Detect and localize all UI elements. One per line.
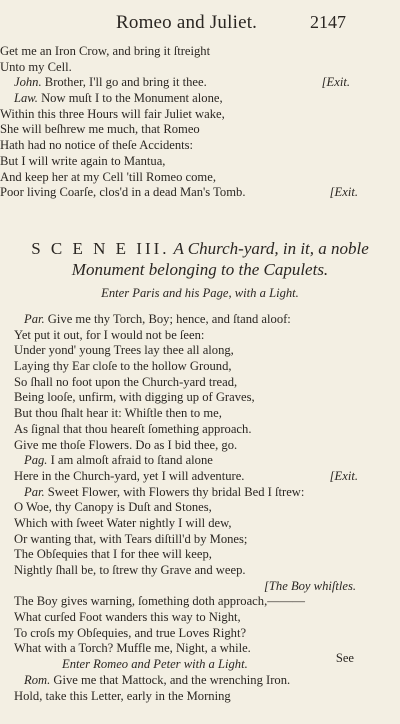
- catchword: See: [335, 651, 354, 665]
- text-line: [0, 44, 400, 60]
- text-line: [0, 500, 400, 516]
- text-line: [0, 359, 400, 375]
- scene-setting-line1: A Church-yard, in it, a noble: [169, 239, 369, 258]
- stage-direction-exit: [Exit.: [329, 468, 358, 483]
- line-text: Under yond' young Trees lay thee all along,: [14, 343, 234, 358]
- line-text: As ſignal that thou heareſt ſomething approach.: [14, 421, 252, 436]
- line-text: Get me an Iron Crow, and bring it ſtreight: [0, 44, 211, 58]
- speech-line: [0, 91, 400, 107]
- line-text: But I will write again to Mantua,: [0, 153, 166, 168]
- line-text: Yet put it out, for I would not be ſeen:: [14, 327, 205, 342]
- line-text: So ſhall no foot upon the Church-yard tread,: [14, 374, 238, 389]
- line-text: And keep her at my Cell 'till Romeo come,: [0, 169, 216, 184]
- speaker-name: Pag.: [24, 453, 48, 468]
- line-text: Enter Romeo and Peter with a Light.: [62, 657, 248, 672]
- text-line: [0, 563, 400, 579]
- text-line: [0, 60, 400, 76]
- line-text: Give me that Mattock, and the wrenching Iron.: [50, 672, 291, 687]
- running-title: Romeo and Juliet.: [116, 12, 258, 33]
- scene-setting-line2: Monument belonging to the Capulets.: [71, 260, 329, 279]
- text-line: [0, 154, 400, 170]
- text-line: [0, 375, 400, 391]
- text-line: [0, 689, 400, 705]
- line-text: Give me thy Torch, Boy; hence, and ſtand aloof:: [44, 312, 291, 326]
- line-text: Hold, take this Letter, early in the Morning: [14, 688, 231, 703]
- text-line: [0, 422, 400, 438]
- line-text: She will beſhrew me much, that Romeo: [0, 122, 200, 137]
- stage-direction-exit: [Exit.: [321, 75, 350, 90]
- line-text: But thou ſhalt hear it: Whiſtle then to me,: [14, 406, 222, 421]
- line-text: Hath had no notice of theſe Accidents:: [0, 138, 194, 153]
- line-text: The Obſequies that I for thee will keep,: [14, 547, 212, 562]
- speaker-name: Rom.: [24, 672, 51, 687]
- stage-direction-enter: Enter Paris and his Page, with a Light.: [101, 286, 299, 300]
- text-line: [0, 516, 400, 532]
- line-text: Being looſe, unfirm, with digging up of Graves,: [14, 390, 255, 405]
- line-text: I am almoſt afraid to ſtand alone: [47, 453, 213, 468]
- line-text: O Woe, thy Canopy is Duſt and Stones,: [14, 500, 212, 515]
- line-text: Nightly ſhall be, to ſtrew thy Grave and weep.: [14, 563, 246, 577]
- line-text: Here in the Church-yard, yet I will adventure.: [14, 468, 245, 483]
- speech-line: [0, 75, 400, 91]
- speech-line: [0, 673, 400, 689]
- speaker-name: John.: [14, 75, 42, 90]
- text-line: [0, 390, 400, 406]
- text-block-top: [0, 44, 400, 201]
- text-line: [0, 170, 400, 186]
- line-text: Brother, I'll go and bring it thee.: [41, 75, 207, 90]
- text-line: [0, 107, 400, 123]
- line-text: What curſed Foot wanders this way to Night,: [14, 610, 241, 625]
- line-text: Laying thy Ear cloſe to the hollow Ground,: [14, 359, 232, 374]
- line-text: The Boy gives warning, ſomething doth approach,———: [14, 594, 306, 609]
- text-line: [0, 138, 400, 154]
- text-line: [0, 547, 400, 563]
- text-line: [0, 185, 400, 201]
- text-line: [0, 406, 400, 422]
- text-line: [0, 610, 400, 626]
- line-text: Poor living Coarſe, clos'd in a dead Man's Tomb.: [0, 185, 246, 200]
- speech-line: [0, 485, 400, 501]
- speaker-name: Law.: [14, 91, 38, 106]
- stage-direction-whistle: [The Boy whiſtles.: [264, 578, 356, 593]
- text-block-body: [0, 312, 400, 704]
- text-line: [0, 626, 400, 642]
- line-text: What with a Torch? Muffle me, Night, a while.: [14, 641, 251, 656]
- speech-line: [0, 453, 400, 469]
- text-line: [0, 438, 400, 454]
- line-text: Or wanting that, with Tears diſtill'd by Mones;: [14, 531, 248, 546]
- line-text: Which with ſweet Water nightly I will dew,: [14, 515, 232, 530]
- speech-line: [0, 312, 400, 328]
- text-line: [0, 328, 400, 344]
- scene-number: S C E N E III.: [31, 239, 170, 258]
- line-text: To croſs my Obſequies, and true Loves Right?: [14, 625, 247, 640]
- scene-heading: [0, 238, 400, 280]
- stage-direction-exit: [Exit.: [329, 185, 358, 200]
- line-text: Sweet Flower, with Flowers thy bridal Bed I ſtrew:: [44, 484, 305, 499]
- text-line: [0, 469, 400, 485]
- line-text: Within this three Hours will fair Juliet wake,: [0, 106, 225, 121]
- line-text: Unto my Cell.: [0, 59, 72, 74]
- text-line: [0, 579, 400, 595]
- speaker-name: Par.: [24, 312, 45, 326]
- page-header: [0, 12, 400, 36]
- text-line: [0, 532, 400, 548]
- line-text: Give me thoſe Flowers. Do as I bid thee, go.: [14, 437, 238, 452]
- page-number: 2147: [310, 12, 346, 32]
- text-line: [0, 122, 400, 138]
- line-text: Now muſt I to the Monument alone,: [37, 91, 223, 106]
- text-line: [0, 343, 400, 359]
- speaker-name: Par.: [24, 484, 45, 499]
- text-line: [0, 594, 400, 610]
